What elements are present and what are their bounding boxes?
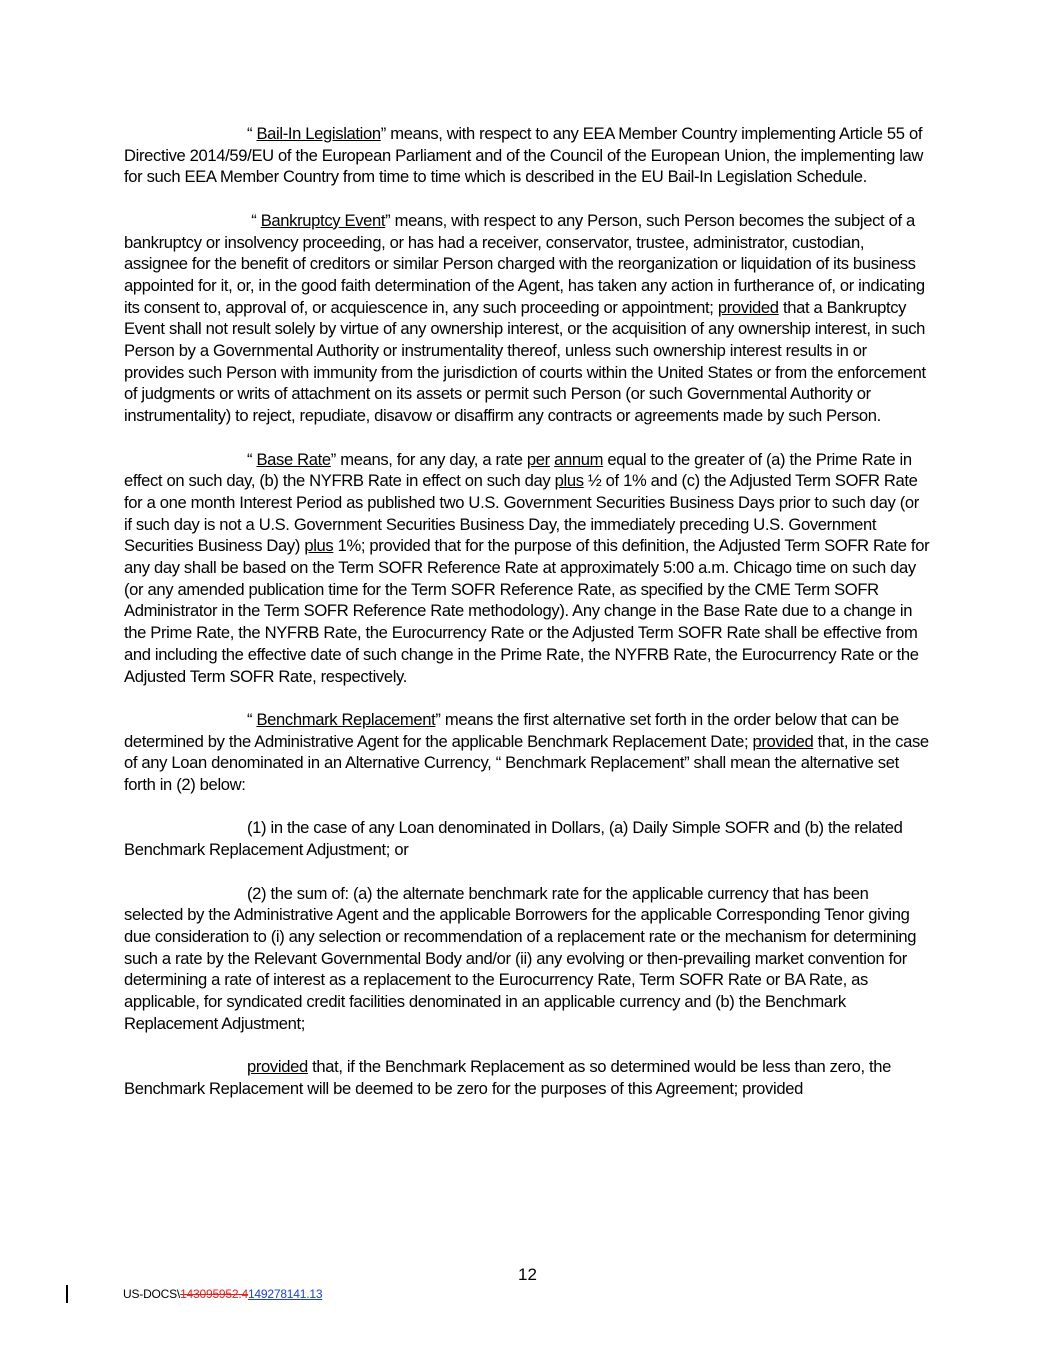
- defined-term: Base Rate: [256, 449, 331, 469]
- text-run: ” means the first alternative set forth in the order below that can be determined by the Administrative Agent for the applicable Benchmark Replacement Date;: [124, 709, 899, 751]
- text-run: that, in the case of any Loan denominated in an Alternative Currency, “ Benchmark Replacement” shall mean the alternative set forth in (2) below:: [124, 731, 929, 795]
- text-run: ” means, with respect to any Person, such Person becomes the subject of a bankruptcy or insolvency proceeding, or has had a receiver, conservator, trustee, administrator, custodian, assignee for the benefit of creditors or similar Person charged with the reorganization or liquidation of its business appointed for it, or, in the good faith determination of the Agent, has taken any action in furtherance of, or indicating its consent to, approval of, or acquiescence in, any such proceeding or appointment;: [124, 210, 925, 317]
- definition-base-rate: [124, 449, 930, 688]
- text-run: (1) in the case of any Loan denominated in Dollars, (a) Daily Simple SOFR and (b) the related Benchmark Replacement Adjustment; or: [124, 818, 903, 860]
- benchmark-replacement-clause-2: [124, 883, 930, 1035]
- defined-term: Benchmark Replacement: [256, 709, 436, 729]
- text-run: ” means, for any day, a rate: [330, 449, 527, 469]
- defined-term: provided: [752, 731, 814, 751]
- defined-term: Bankruptcy Event: [260, 210, 386, 230]
- text-run: ½ of 1% and (c) the Adjusted Term SOFR Rate for a one month Interest Period as published two U.S. Government Securities Business Days prior to such day (or if such day is not a U.S. Government Securities Business Day, the immediately preceding U.S. Government Securities Business Day): [124, 471, 919, 556]
- definition-benchmark-replacement: [124, 709, 930, 796]
- benchmark-replacement-proviso: [124, 1056, 930, 1099]
- text-run: “: [247, 210, 261, 230]
- text-run: 1%; provided that for the purpose of this definition, the Adjusted Term SOFR Rate for any day shall be based on the Term SOFR Reference Rate at approximately 5:00 a.m. Chicago time on such day (or any amended publication time for the Term SOFR Reference Rate, as specified by the CME Term SOFR Administrator in the Term SOFR Reference Rate methodology). Any change in the Base Rate due to a change in the Prime Rate, the NYFRB Rate, the Eurocurrency Rate or the Adjusted Term SOFR Rate shall be effective from and including the effective date of such change in the Prime Rate, the NYFRB Rate, the Eurocurrency Rate or the Adjusted Term SOFR Rate, respectively.: [124, 536, 930, 686]
- defined-term: annum: [554, 449, 604, 469]
- doc-id-deleted: 143095952.4: [180, 1287, 248, 1301]
- text-run: ” means, with respect to any EEA Member Country implementing Article 55 of Directive 2014/59/EU of the European Parliament and of the Council of the European Union, the implementing law for such EEA Member Country from time to time which is described in the EU Bail-In Legislation Schedule.: [124, 124, 924, 187]
- doc-id-inserted: 149278141.13: [247, 1287, 323, 1301]
- doc-id-prefix: US-DOCS\: [123, 1287, 181, 1301]
- text-run: (2) the sum of: (a) the alternate benchmark rate for the applicable currency that has been selected by the Administrative Agent and the applicable Borrowers for the applicable Corresponding Tenor giving due consideration to (i) any selection or recommendation of a replacement rate or the mechanism for determining such a rate by the Relevant Governmental Body and/or (ii) any evolving or then-prevailing market convention for determining a rate of interest as a replacement to the Eurocurrency Rate, Term SOFR Rate or BA Rate, as applicable, for syndicated credit facilities denominated in an applicable currency and (b) the Benchmark Replacement Adjustment;: [124, 883, 917, 1033]
- text-run: equal to the greater of (a) the Prime Rate in effect on such day, (b) the NYFRB Rate in effect on such day: [124, 449, 912, 491]
- document-body: [124, 123, 930, 1121]
- text-run: that a Bankruptcy Event shall not result solely by virtue of any ownership interest, or the acquisition of any ownership interest, in such Person by a Governmental Authority or instrumentality thereof, unless such ownership interest results in or provides such Person with immunity from the jurisdiction of courts within the United States or from the enforcement of judgments or writs of attachment on its assets or permit such Person (or such Governmental Authority or instrumentality) to reject, repudiate, disavow or disaffirm any contracts or agreements made by such Person.: [124, 297, 926, 426]
- text-run: that, if the Benchmark Replacement as so determined would be less than zero, the Benchmark Replacement will be deemed to be zero for the purposes of this Agreement; provided: [124, 1057, 892, 1098]
- page-number: 12: [518, 1265, 537, 1284]
- change-bar: [66, 1285, 68, 1303]
- document-id: [123, 1287, 322, 1301]
- text-run: “: [247, 709, 257, 729]
- defined-term: per: [526, 449, 550, 469]
- defined-term: Bail-In Legislation: [256, 124, 381, 143]
- benchmark-replacement-clause-1: [124, 817, 930, 860]
- definition-bail-in-legislation: [124, 123, 930, 188]
- definition-bankruptcy-event: [124, 210, 930, 427]
- defined-term: provided: [247, 1057, 308, 1077]
- text-run: “: [247, 124, 257, 143]
- defined-term: provided: [717, 297, 779, 317]
- defined-term: plus: [554, 471, 584, 491]
- defined-term: plus: [304, 536, 334, 556]
- text-run: “: [247, 449, 257, 469]
